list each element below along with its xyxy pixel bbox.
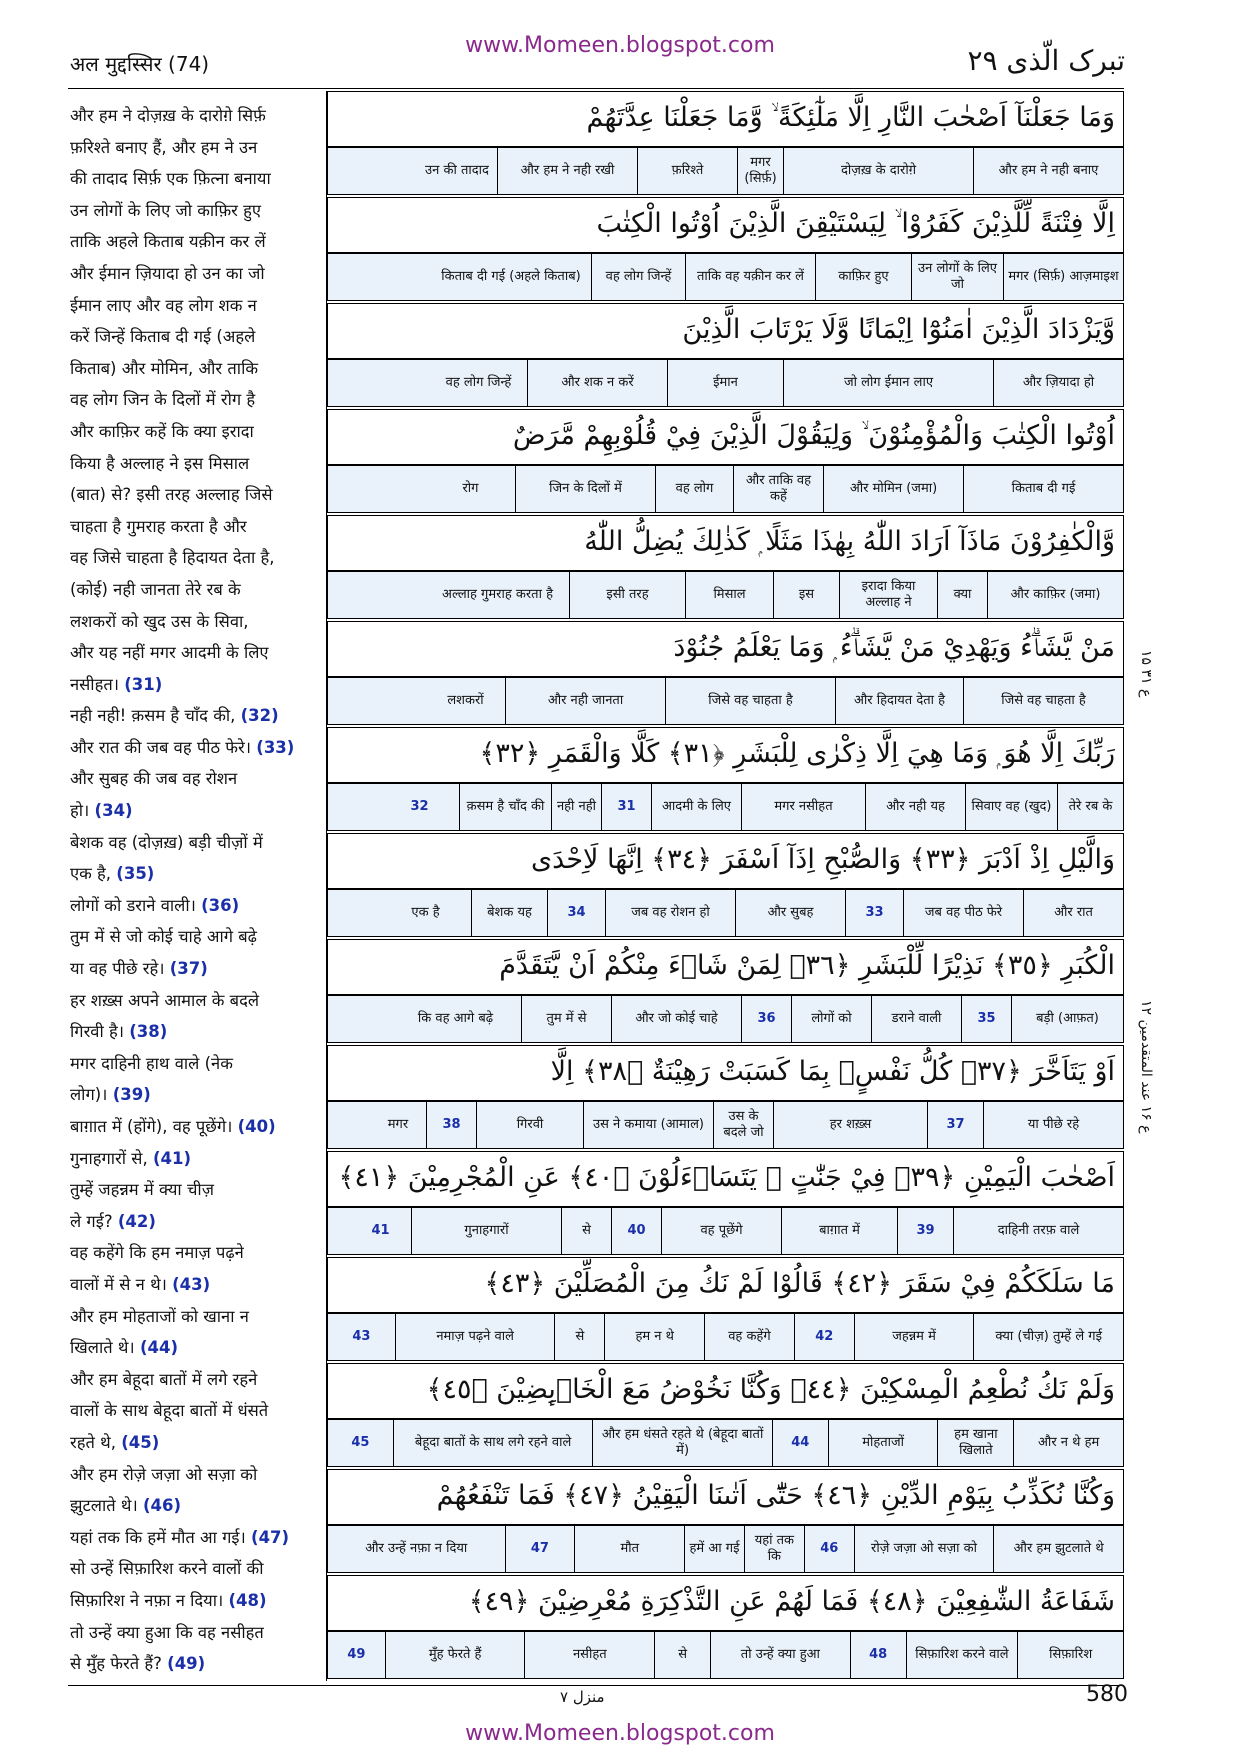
word-meaning-cell: इसी तरह (569, 572, 685, 618)
translation-line (70, 1617, 318, 1649)
translation-text: ईमान लाए और वह लोग शक न (70, 295, 257, 315)
word-meaning-cell: ईमान (667, 360, 783, 406)
translation-line (70, 669, 318, 701)
word-meaning-cell: गिरवी (476, 1102, 583, 1148)
translation-text: फ़रिश्ते बनाए हैं, और हम ने उन (70, 137, 258, 157)
verse-number: (38) (129, 1022, 168, 1042)
word-meaning-cell: क़सम है चाँद की (459, 784, 551, 830)
verse-number-cell: 43 (352, 1329, 371, 1344)
translation-line (70, 795, 318, 827)
word-meaning-cell: से (554, 1314, 604, 1360)
verse-number: (47) (251, 1527, 290, 1547)
translation-text: झुटलाते थे। (70, 1496, 143, 1516)
translation-line (70, 1395, 318, 1427)
translation-text: रहते थे, (70, 1432, 122, 1452)
word-meaning-cell: वह लोग (655, 466, 733, 512)
verse-number: (37) (169, 959, 208, 979)
translation-line (70, 1301, 318, 1333)
translation-text: (कोई) नही जानता तेरे रब के (70, 579, 241, 599)
translation-text: और रात की जब वह पीठ फेरे। (70, 737, 257, 757)
word-meaning-cell: और हम ने नही बनाए (973, 148, 1123, 194)
manzil-label: منزل ۷ (560, 1688, 605, 1706)
ruku-marker-2: ع ۱۶ عند المتقدمین ۱۲ (1138, 1000, 1154, 1134)
translation-line (70, 258, 318, 290)
word-meaning-cell: बेहूदा बातों के साथ लगे रहने वाले (393, 1420, 592, 1466)
verse-number-cell: 38 (426, 1102, 476, 1148)
verse-number: (34) (94, 801, 133, 821)
translation-line (70, 985, 318, 1017)
word-meaning-cell: रोग (462, 481, 479, 496)
verse-number-cell: 35 (961, 996, 1011, 1042)
translation-text: तुम्हें जहन्नम में क्या चीज़ (70, 1180, 214, 1200)
word-meaning-cell: उन लोगों के लिए जो (911, 254, 1003, 300)
verse-number-cell: 41 (371, 1223, 390, 1238)
word-meaning-cell: तुम में से (521, 996, 611, 1042)
word-translation-row (327, 783, 1124, 831)
translation-text: वह लोग जिन के दिलों में रोग है (70, 390, 256, 410)
word-meaning-cell: हम खाना खिलाते (937, 1420, 1013, 1466)
word-meaning-cell: हमें आ गई (684, 1526, 744, 1572)
word-meaning-cell: और मोमिन (जमा) (823, 466, 963, 512)
verse-number: (45) (121, 1432, 160, 1452)
word-meaning-cell: और हम झुटलाते थे (993, 1526, 1123, 1572)
translation-line (70, 448, 318, 480)
translation-line (70, 1364, 318, 1396)
translation-line (70, 321, 318, 353)
translation-text: बाग़ात में (होंगे), वह पूछेंगे। (70, 1117, 238, 1136)
word-translation-row (327, 1313, 1124, 1361)
verse-number-cell: 33 (845, 890, 903, 936)
translation-line (70, 700, 318, 732)
word-translation-row (327, 1419, 1124, 1467)
translation-line (70, 132, 318, 164)
arabic-verse-row: وَمَا جَعَلْنَآ اَصْحٰبَ النَّارِ اِلَّا مَلٰٓئِكَةً ۙ وَّمَا جَعَلْنَا عِدَّتَهُمْ (327, 91, 1124, 147)
translation-text: वह जिसे चाहता है हिदायत देता है, (70, 548, 275, 568)
word-meaning-cell: तो उन्हें क्या हुआ (710, 1632, 850, 1678)
translation-text: और सुबह की जब वह रोशन (70, 769, 238, 789)
word-meaning-cell: गुनाहगारों (411, 1208, 561, 1254)
word-meaning-cell: सिफ़ारिश (1017, 1632, 1123, 1678)
arabic-verse-row: وَّيَزْدَادَ الَّذِيْنَ اٰمَنُوْٓا اِيْمَانًا وَّلَا يَرْتَابَ الَّذِيْنَ (327, 303, 1124, 359)
verse-number: (32) (240, 706, 279, 726)
arabic-verse-row: وَالَّيْلِ اِذْ اَدْبَرَ ﴿٣٣﴾ وَالصُّبْحِ اِذَآ اَسْفَرَ ﴿٣٤﴾ اِنَّهَا لَاِحْدَى (327, 833, 1124, 889)
translation-line (70, 1174, 318, 1206)
translation-text: ले गई? (70, 1211, 118, 1231)
translation-line (70, 1459, 318, 1491)
translation-line (70, 574, 318, 606)
word-meaning-cell: से (654, 1632, 710, 1678)
translation-text: तुम में से जो कोई चाहे आगे बढ़े (70, 927, 257, 947)
translation-text: उन लोगों के लिए जो काफ़िर हुए (70, 200, 262, 220)
translation-text: करें जिन्हें किताब दी गई (अहले (70, 327, 256, 347)
word-meaning-cell: बेशक यह (471, 890, 547, 936)
word-meaning-cell: हर शख़्स (773, 1102, 927, 1148)
page-number: 580 (1086, 1682, 1128, 1707)
translation-line (70, 732, 318, 764)
translation-line (70, 1048, 318, 1080)
site-url-bottom[interactable]: www.Momeen.blogspot.com (465, 1721, 775, 1746)
verse-number-cell: 46 (804, 1526, 854, 1572)
translation-text: नसीहत। (70, 674, 125, 694)
word-translation-row (327, 465, 1124, 513)
word-translation-row (327, 889, 1124, 937)
arabic-verse-row: اُوْتُوا الْكِتٰبَ وَالْمُؤْمِنُوْنَ ۙ وَلِيَقُوْلَ الَّذِيْنَ فِيْ قُلُوْبِهِمْ مَّرَضٌ (327, 409, 1124, 465)
word-meaning-cell: और ज़ियादा हो (993, 360, 1123, 406)
word-meaning-cell: और नही यह (865, 784, 965, 830)
verse-number-cell: 31 (601, 784, 651, 830)
translation-line (70, 1237, 318, 1269)
verse-number: (31) (124, 674, 163, 694)
word-meaning-cell: जो लोग ईमान लाए (783, 360, 993, 406)
translation-text: चाहता है गुमराह करता है और (70, 516, 247, 536)
arabic-verse-row: وَكُنَّا نُكَذِّبُ بِيَوْمِ الدِّيْنِ ﴿٤٦﴾ حَتّٰٓى اَتٰىنَا الْيَقِيْنُ ﴿٤٧﴾ فَمَا تَنْفَعُهُمْ (327, 1469, 1124, 1525)
word-meaning-cell: और काफ़िर (जमा) (987, 572, 1123, 618)
verse-number-cell: 32 (410, 799, 429, 814)
verse-number-cell: 40 (611, 1208, 661, 1254)
word-meaning-cell: जहन्नम में (854, 1314, 974, 1360)
word-meaning-cell: दाहिनी तरफ़ वाले (953, 1208, 1123, 1254)
word-translation-row (327, 1631, 1124, 1679)
translation-text: किया है अल्लाह ने इस मिसाल (70, 453, 250, 473)
translation-text: और हम ने दोज़ख़ के दारोगे़ सिर्फ़ (70, 106, 266, 125)
verse-number: (46) (142, 1496, 181, 1516)
word-meaning-cell: और हम धंसते रहते थे (बेहूदा बातों में) (592, 1420, 772, 1466)
word-translation-row (327, 995, 1124, 1043)
word-meaning-cell: इस (773, 572, 839, 618)
translation-text: किताब) और मोमिन, और ताकि (70, 358, 259, 378)
site-url-top[interactable]: www.Momeen.blogspot.com (465, 33, 775, 58)
word-meaning-cell: जब वह रोशन हो (605, 890, 735, 936)
verse-number: (43) (172, 1274, 211, 1294)
word-meaning-cell: नमाज़ पढ़ने वाले (395, 1314, 555, 1360)
verse-number-cell: 36 (741, 996, 791, 1042)
word-meaning-cell: फ़रिश्ते (637, 148, 737, 194)
word-meaning-cell: दोज़ख़ के दारोगे़ (783, 148, 973, 194)
word-meaning-cell: और उन्हें नफ़ा न दिया (365, 1541, 468, 1556)
word-translation-row (327, 147, 1124, 195)
arabic-verse-row: وَّالْكٰفِرُوْنَ مَاذَآ اَرَادَ اللّٰهُ بِهٰذَا مَثَلًا ۭ كَذٰلِكَ يُضِلُّ اللّٰهُ (327, 515, 1124, 571)
translation-line (70, 921, 318, 953)
verse-number-cell: 49 (347, 1647, 366, 1662)
word-meaning-cell: रोज़े जज़ा ओ सज़ा को (854, 1526, 994, 1572)
arabic-verse-row: اِلَّا فِتْنَةً لِّلَّذِيْنَ كَفَرُوْا ۙ لِيَسْتَيْقِنَ الَّذِيْنَ اُوْتُوا الْكِتٰبَ (327, 197, 1124, 253)
word-meaning-cell: किताब दी गई (अहले किताब) (441, 269, 581, 284)
word-meaning-cell: ताकि वह यक़ीन कर लें (685, 254, 815, 300)
word-meaning-cell: यहां तक कि (744, 1526, 804, 1572)
verse-number: (39) (112, 1085, 151, 1105)
word-meaning-cell: और शक न करें (527, 360, 667, 406)
translation-line (70, 606, 318, 638)
arabic-verse-row: اَوْ يَتَاَخَّرَ ﴿٣٧﴾ كُلُّ نَفْسٍۢ بِمَا كَسَبَتْ رَهِيْنَةٌ ﴿٣٨﴾ اِلَّا (327, 1045, 1124, 1101)
verse-number: (33) (256, 737, 295, 757)
translation-line (70, 1206, 318, 1238)
word-meaning-cell: काफ़िर हुए (815, 254, 911, 300)
translation-line (70, 1522, 318, 1554)
juz-title: تبرک الّذی ۲۹ (967, 44, 1125, 77)
translation-text: लोगों को डराने वाली। (70, 895, 202, 915)
word-meaning-cell: और न थे हम (1013, 1420, 1123, 1466)
word-meaning-cell: जिसे वह चाहता है (963, 678, 1123, 724)
word-translation-row (327, 1207, 1124, 1255)
word-translation-row (327, 1101, 1124, 1149)
word-meaning-cell: नसीहत (524, 1632, 654, 1678)
translation-line (70, 1553, 318, 1585)
word-meaning-cell: किताब दी गई (963, 466, 1123, 512)
translation-line (70, 226, 318, 258)
translation-line (70, 353, 318, 385)
word-translation-row (327, 359, 1124, 407)
translation-text: और यह नहीं मगर आदमी के लिए (70, 643, 269, 663)
translation-line (70, 1111, 318, 1143)
translation-line (70, 416, 318, 448)
translation-line (70, 1427, 318, 1459)
word-meaning-cell: तेरे रब के (1057, 784, 1123, 830)
verse-number-cell: 45 (351, 1435, 370, 1450)
word-meaning-cell: वह कहेंगे (704, 1314, 794, 1360)
translation-text: यहां तक कि हमें मौत आ गई। (70, 1527, 252, 1547)
word-meaning-cell: और हम ने नही रखी (497, 148, 637, 194)
verse-number-cell: 34 (547, 890, 605, 936)
translation-text: सो उन्हें सिफ़ारिश करने वालों की (70, 1559, 264, 1579)
translation-text: खिलाते थे। (70, 1338, 140, 1358)
translation-line (70, 1269, 318, 1301)
word-meaning-cell: लोगों को (791, 996, 871, 1042)
translation-line (70, 1332, 318, 1364)
translation-text: वालों में से न थे। (70, 1274, 173, 1294)
arabic-verse-row: الْكُبَرِ ﴿٣٥﴾ نَذِيْرًا لِّلْبَشَرِ ﴿٣٦﴾ لِمَنْ شَاۗءَ مِنْكُمْ اَنْ يَّتَقَدَّمَ (327, 939, 1124, 995)
arabic-verse-row: اَصْحٰبَ الْيَمِيْنِ ﴿٣٩﴾ فِيْ جَنّٰتٍ ۭ يَتَسَاۗءَلُوْنَ ﴿٤٠﴾ عَنِ الْمُجْرِمِيْنَ ﴿٤١﴾ (327, 1151, 1124, 1207)
word-meaning-cell: मौत (574, 1526, 684, 1572)
word-translation-row (327, 1525, 1124, 1573)
verse-number: (41) (152, 1148, 192, 1168)
translation-text: की तादाद सिर्फ़ एक फ़ित्ना बनाया (70, 169, 271, 189)
word-meaning-cell: अल्लाह गुमराह करता है (442, 587, 553, 602)
word-meaning-cell: वह लोग जिन्हें (445, 375, 512, 390)
translation-line (70, 1016, 318, 1048)
ruku-marker-1: ع ۳۱ ۱۵ (1138, 650, 1154, 698)
translation-line (70, 953, 318, 985)
word-meaning-cell: बाग़ात में (781, 1208, 897, 1254)
translation-text: गिरवी है। (70, 1022, 130, 1042)
arabic-verse-row: وَلَمْ نَكُ نُطْعِمُ الْمِسْكِيْنَ ﴿٤٤﴾ وَكُنَّا نَخُوْضُ مَعَ الْخَاۗىِٕضِيْنَ ﴿٤٥﴾ (327, 1363, 1124, 1419)
translation-text: या वह पीछे रहे। (70, 959, 170, 979)
word-meaning-cell: उस ने कमाया (आमाल) (583, 1102, 713, 1148)
translation-line (70, 195, 318, 227)
word-meaning-cell: क्या (937, 572, 987, 618)
word-meaning-cell: आदमी के लिए (651, 784, 741, 830)
translation-text: (बात) से? इसी तरह अल्लाह जिसे (70, 485, 273, 505)
arabic-verse-row: مَا سَلَكَكُمْ فِيْ سَقَرَ ﴿٤٢﴾ قَالُوْا لَمْ نَكُ مِنَ الْمُصَلِّيْنَ ﴿٤٣﴾ (327, 1257, 1124, 1313)
word-translation-row (327, 677, 1124, 725)
word-meaning-cell: मिसाल (685, 572, 773, 618)
translation-line (70, 890, 318, 922)
verse-number: (35) (116, 864, 155, 884)
word-meaning-cell: जिसे वह चाहता है (665, 678, 835, 724)
translation-text: नही नही! क़सम है चाँद की, (70, 706, 241, 726)
verse-number-cell: 39 (897, 1208, 953, 1254)
arabic-verse-row: شَفَاعَةُ الشّٰفِعِيْنَ ﴿٤٨﴾ فَمَا لَهُمْ عَنِ التَّذْكِرَةِ مُعْرِضِيْنَ ﴿٤٩﴾ (327, 1575, 1124, 1631)
word-meaning-cell: डराने वाली (871, 996, 961, 1042)
word-meaning-cell: उस के बदले जो (713, 1102, 773, 1148)
verse-number-cell: 44 (772, 1420, 828, 1466)
translation-text: हर शख़्स अपने आमाल के बदले (70, 990, 260, 1010)
translation-line (70, 858, 318, 890)
translation-text: तो उन्हें क्या हुआ कि वह नसीहत (70, 1622, 264, 1642)
word-meaning-cell: जिन के दिलों में (515, 466, 655, 512)
word-meaning-cell: मगर (387, 1117, 409, 1132)
translation-line (70, 290, 318, 322)
word-translation-row (327, 253, 1124, 301)
translation-text: और काफ़िर कहें कि क्या इरादा (70, 421, 254, 441)
translation-line (70, 1490, 318, 1522)
word-meaning-cell: और ताकि वह कहें (733, 466, 823, 512)
word-meaning-cell: मुँह फेरते हैं (385, 1632, 525, 1678)
verse-number-cell: 42 (794, 1314, 854, 1360)
translation-text: हो। (70, 801, 95, 821)
word-meaning-cell: इरादा किया अल्लाह ने (839, 572, 937, 618)
word-meaning-cell: से (561, 1208, 611, 1254)
word-meaning-cell: और जो कोई चाहे (611, 996, 741, 1042)
word-meaning-cell: वह पूछेंगे (661, 1208, 781, 1254)
word-meaning-cell: मोहताजों (828, 1420, 938, 1466)
arabic-verse-row: مَنْ يَّشَاۗءُ وَيَهْدِيْ مَنْ يَّشَاۗءُ ۭ وَمَا يَعْلَمُ جُنُوْدَ (327, 621, 1124, 677)
translation-text: और हम मोहताजों को खाना न (70, 1306, 249, 1326)
verse-number: (49) (167, 1654, 206, 1674)
translation-line (70, 763, 318, 795)
word-meaning-cell: सिवाए वह (खुद) (965, 784, 1057, 830)
translation-line (70, 479, 318, 511)
word-meaning-cell: या पीछे रहे (983, 1102, 1123, 1148)
word-meaning-cell: मगर (सिर्फ़) (737, 148, 783, 194)
word-meaning-cell: एक है (411, 905, 440, 920)
verse-number-cell: 48 (850, 1632, 906, 1678)
translation-line (70, 1585, 318, 1617)
word-meaning-cell: और हिदायत देता है (835, 678, 963, 724)
translation-line (70, 827, 318, 859)
verse-number: (40) (237, 1117, 276, 1136)
word-meaning-cell: वह लोग जिन्हें (591, 254, 685, 300)
translation-text: ताकि अहले किताब यक़ीन कर लें (70, 232, 266, 252)
word-meaning-cell: उन की तादाद (425, 163, 489, 178)
word-meaning-cell: और रात (1023, 890, 1123, 936)
word-by-word-grid (326, 91, 1124, 1681)
word-meaning-cell: हम न थे (604, 1314, 704, 1360)
word-meaning-cell: मगर (सिर्फ़) आज़माइश (1003, 254, 1123, 300)
word-meaning-cell: कि वह आगे बढ़े (417, 1011, 494, 1026)
word-meaning-cell: मगर नसीहत (741, 784, 865, 830)
translation-text: मगर दाहिनी हाथ वाले (नेक (70, 1053, 233, 1073)
word-meaning-cell: जब वह पीठ फेरे (903, 890, 1023, 936)
translation-text: वह कहेंगे कि हम नमाज़ पढ़ने (70, 1243, 244, 1263)
word-meaning-cell: और सुबह (735, 890, 845, 936)
arabic-verse-row: رَبِّكَ اِلَّا هُوَ ۭ وَمَا هِيَ اِلَّا ذِكْرٰى لِلْبَشَرِ ﴿٣١﴾ كَلَّا وَالْقَمَرِ ﴿٣٢﴾ (327, 727, 1124, 783)
hindi-translation-column (70, 100, 318, 1680)
translation-text: वालों के साथ बेहूदा बातों में धंसते (70, 1401, 269, 1421)
translation-line (70, 511, 318, 543)
verse-number: (36) (201, 895, 240, 915)
word-meaning-cell: बड़ी (आफ़त) (1011, 996, 1123, 1042)
verse-number: (44) (139, 1338, 178, 1358)
translation-line (70, 100, 318, 132)
verse-number-cell: 37 (927, 1102, 983, 1148)
verse-number: (48) (228, 1590, 267, 1610)
translation-text: लोग)। (70, 1085, 113, 1105)
translation-line (70, 542, 318, 574)
surah-title: अल मुद्दस्सिर (74) (70, 52, 210, 76)
translation-text: एक है, (70, 864, 117, 884)
translation-text: लशकरों को खुद उस के सिवा, (70, 611, 249, 631)
translation-line (70, 1079, 318, 1111)
translation-line (70, 1648, 318, 1680)
translation-line (70, 163, 318, 195)
verse-number: (42) (117, 1211, 156, 1231)
translation-text: और ईमान ज़ियादा हो उन का जो (70, 263, 265, 283)
translation-line (70, 384, 318, 416)
word-meaning-cell: लशकरों (447, 693, 484, 708)
word-meaning-cell: और नही जानता (505, 678, 665, 724)
translation-text: और हम बेहूदा बातों में लगे रहने (70, 1369, 258, 1389)
translation-text: से मुँह फेरते हैं? (70, 1654, 168, 1674)
verse-number-cell: 47 (505, 1526, 575, 1572)
translation-line (70, 637, 318, 669)
word-meaning-cell: क्या (चीज़) तुम्हें ले गई (973, 1314, 1123, 1360)
translation-text: और हम रोज़े जज़ा ओ सज़ा को (70, 1464, 258, 1484)
translation-text: गुनाहगारों से, (70, 1148, 153, 1168)
translation-line (70, 1143, 318, 1175)
word-meaning-cell: नही नही (551, 784, 601, 830)
translation-text: बेशक वह (दोज़ख़) बड़ी चीज़ों में (70, 832, 263, 852)
word-meaning-cell: सिफ़ारिश करने वाले (906, 1632, 1018, 1678)
word-translation-row (327, 571, 1124, 619)
translation-text: सिफ़ारिश ने नफ़ा न दिया। (70, 1590, 229, 1610)
